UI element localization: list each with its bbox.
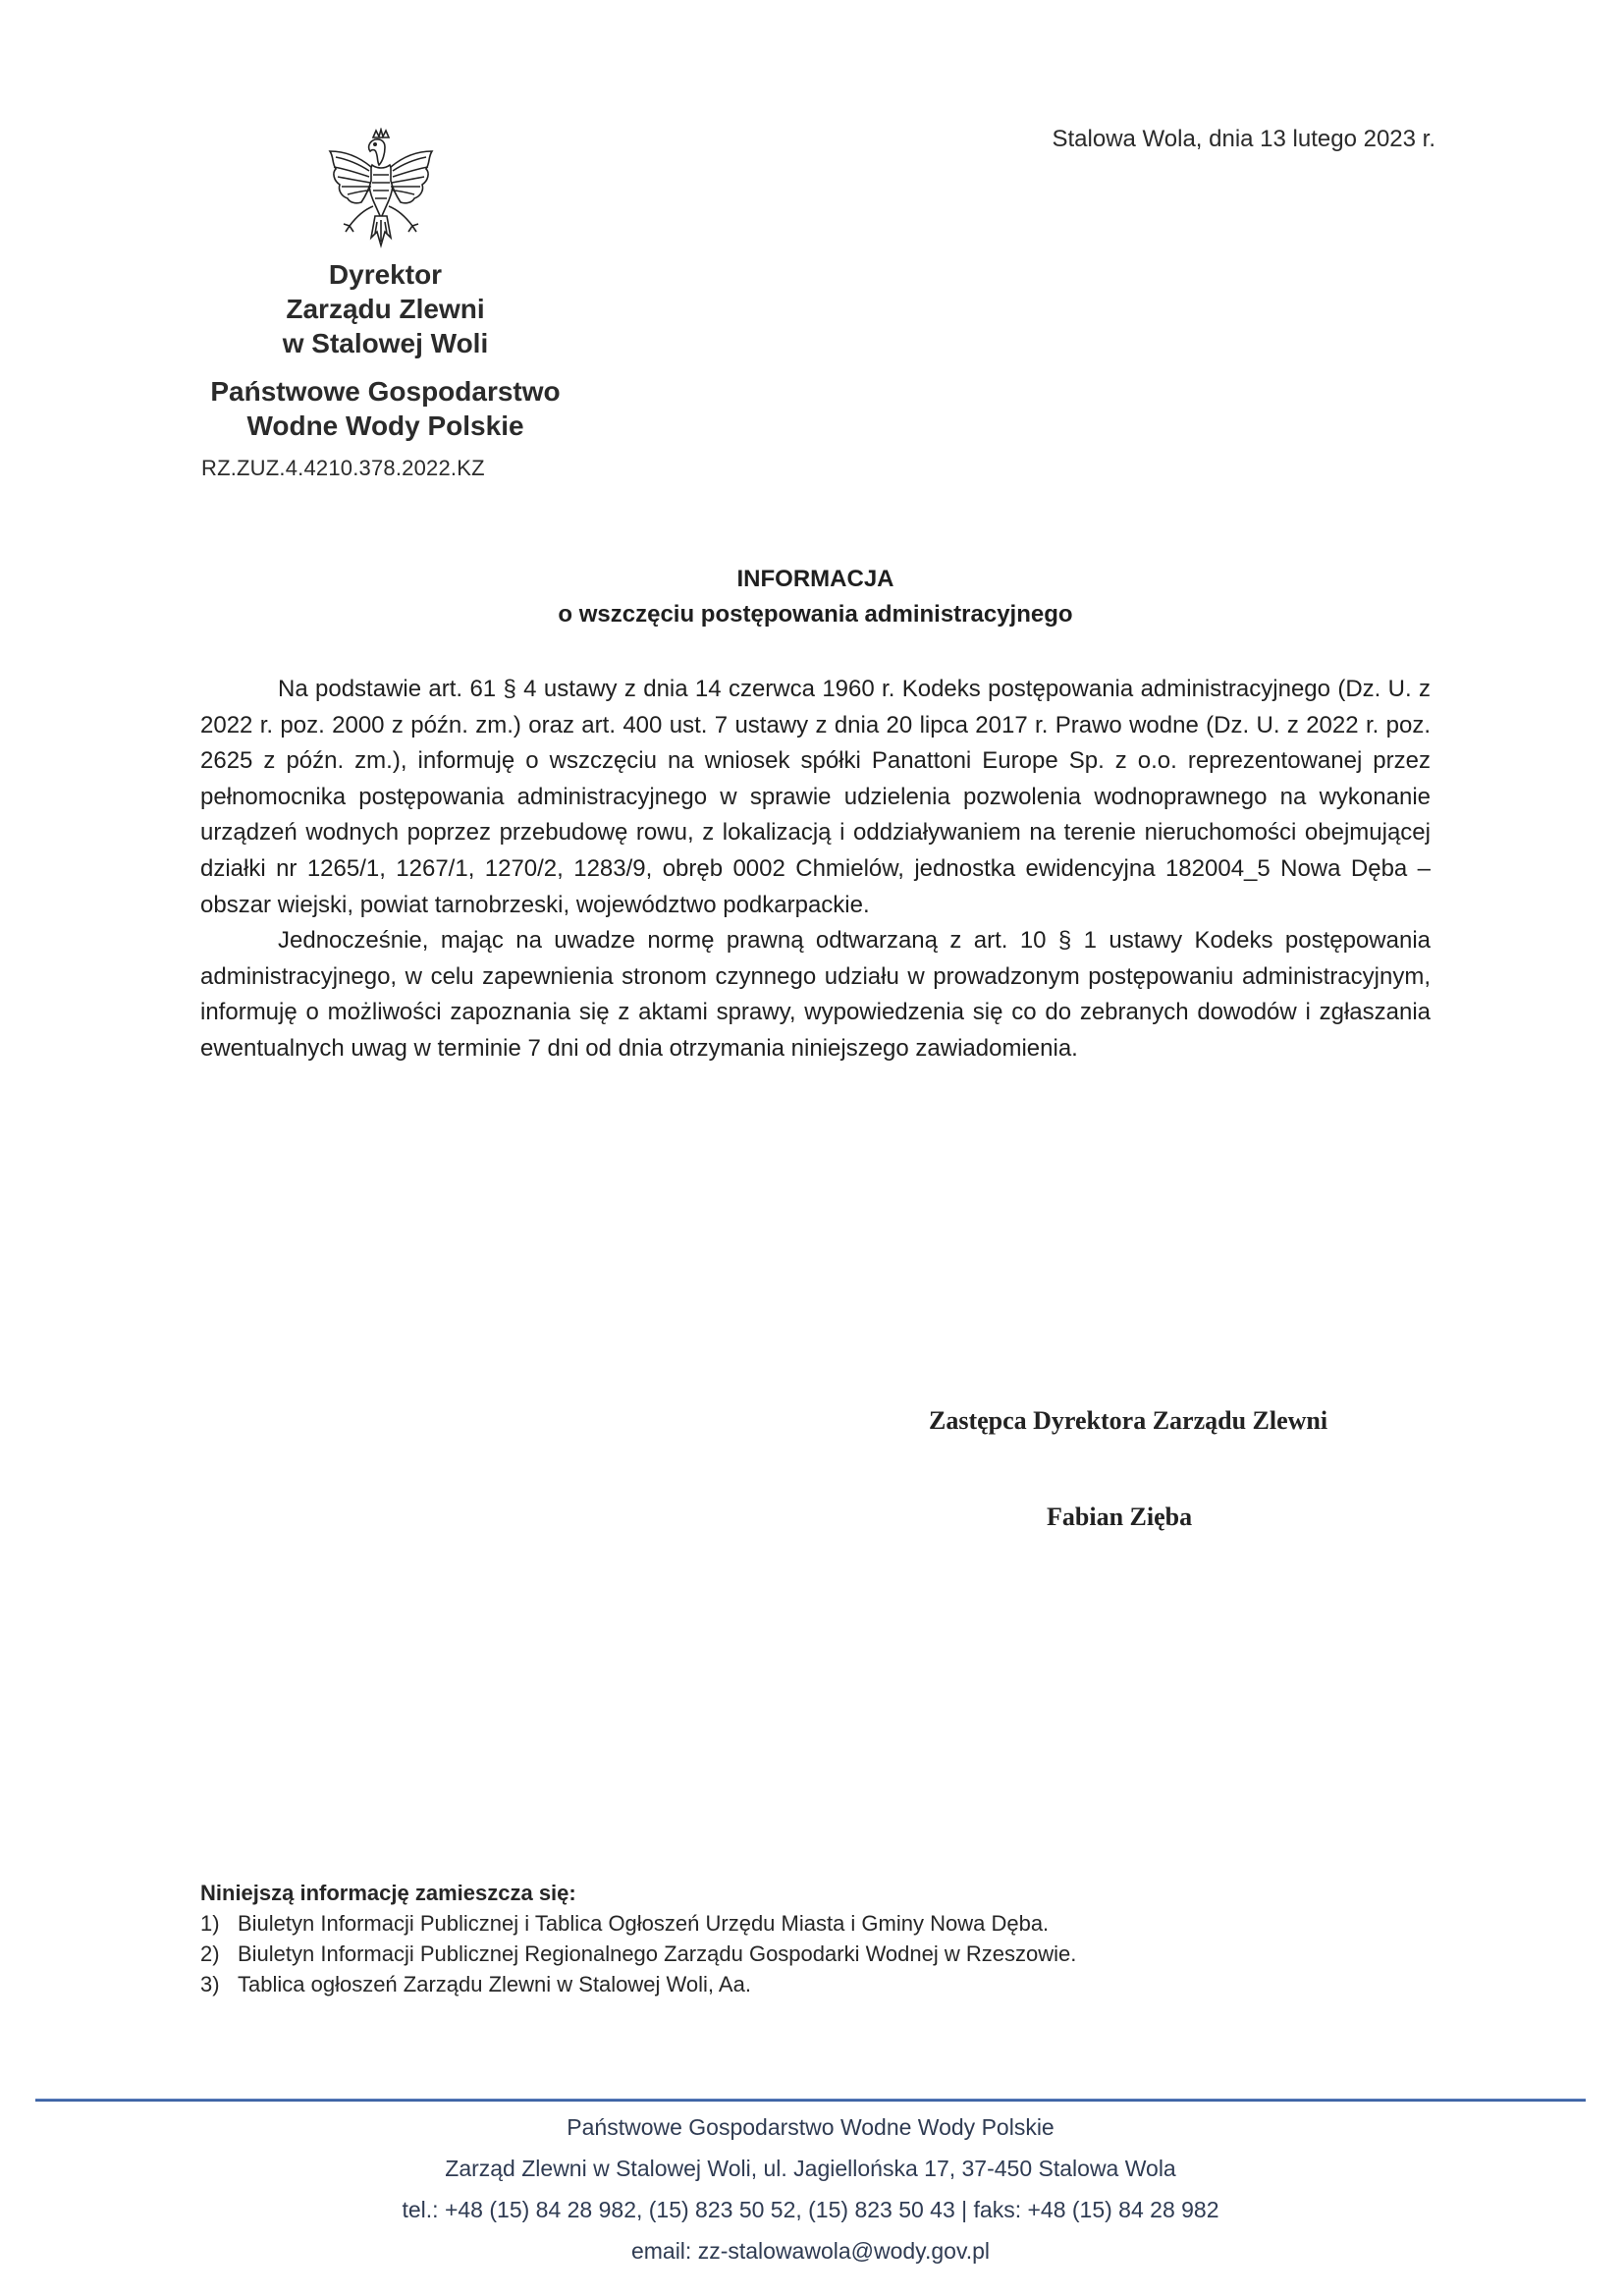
issuer-line: Dyrektor — [328, 259, 443, 290]
distribution-item — [200, 1939, 1428, 1969]
footer-divider — [35, 2099, 1586, 2102]
footer — [35, 2106, 1586, 2271]
footer-address: Zarząd Zlewni w Stalowej Woli, ul. Jagiellońska 17, 37-450 Stalowa Wola — [445, 2156, 1176, 2181]
title-main: INFORMACJA — [736, 566, 894, 592]
footer-phone-fax: tel.: +48 (15) 84 28 982, (15) 823 50 52, (15) 823 50 43 | faks: +48 (15) 84 28 982 — [402, 2197, 1219, 2222]
document-body — [200, 672, 1431, 1067]
signature-role: Zastępca Dyrektora Zarządu Zlewni — [929, 1406, 1328, 1435]
organization-line: Państwowe Gospodarstwo — [210, 376, 561, 407]
title-subtitle: o wszczęciu postępowania administracyjnego — [558, 601, 1073, 628]
document-title — [200, 562, 1431, 632]
distribution-list — [200, 1878, 1428, 1999]
footer-email: email: zz-stalowawola@wody.gov.pl — [630, 2238, 991, 2264]
item-text: Tablica ogłoszeń Zarządu Zlewni w Stalowej Woli, Aa. — [238, 1972, 751, 1996]
reference-number: RZ.ZUZ.4.4210.378.2022.KZ — [201, 456, 485, 480]
organization-line: Wodne Wody Polskie — [246, 410, 524, 441]
footer-organization: Państwowe Gospodarstwo Wodne Wody Polskie — [567, 2114, 1055, 2140]
distribution-item — [200, 1969, 1428, 1999]
body-paragraph: Na podstawie art. 61 § 4 ustawy z dnia 14 czerwca 1960 r. Kodeks postępowania administracyjnego (Dz. U. z 2022 r. poz. 2000 z późn. zm.) oraz art. 400 ust. 7 ustawy z dnia 20 lipca 2017 r. Prawo wodne (Dz. U. z 2022 r. poz. 2625 z późn. zm.), informuję o wszczęciu na wniosek spółki Panattoni Europe Sp. z o.o. reprezentowanej przez pełnomocnika postępowania administracyjnego w sprawie udzielenia pozwolenia wodnoprawnego na wykonanie urządzeń wodnych poprzez przebudowę rowu, z lokalizacją i oddziaływaniem na terenie nieruchomości obejmującej działki nr 1265/1, 1267/1, 1270/2, 1283/9, obręb 0002 Chmielów, jednostka ewidencyjna 182004_5 Nowa Dęba – obszar wiejski, powiat tarnobrzeski, województwo podkarpackie. — [200, 676, 1431, 918]
item-number: 3) — [200, 1972, 220, 1996]
issuer-line: w Stalowej Woli — [282, 328, 489, 358]
body-paragraph: Jednocześnie, mając na uwadze normę prawną odtwarzaną z art. 10 § 1 ustawy Kodeks postępowania administracyjnego, w celu zapewnienia stronom czynnego udziału w prowadzonym postępowaniu administracyjnym, informuję o możliwości zapoznania się z aktami sprawy, wypowiedzenia się co do zebranych dowodów i zgłaszania ewentualnych uwag w terminie 7 dni od dnia otrzymania niniejszego zawiadomienia. — [200, 927, 1431, 1062]
item-number: 2) — [200, 1941, 220, 1966]
issuer-block — [187, 257, 584, 443]
issuer-line: Zarządu Zlewni — [286, 294, 485, 324]
item-text: Biuletyn Informacji Publicznej i Tablica Ogłoszeń Urzędu Miasta i Gminy Nowa Dęba. — [238, 1911, 1050, 1936]
signature-name: Fabian Zięba — [1047, 1503, 1193, 1531]
distribution-heading: Niniejszą informację zamieszcza się: — [200, 1881, 576, 1905]
polish-eagle-emblem-icon — [316, 128, 446, 257]
item-text: Biuletyn Informacji Publicznej Regionalnego Zarządu Gospodarki Wodnej w Rzeszowie. — [238, 1941, 1077, 1966]
item-number: 1) — [200, 1911, 220, 1936]
distribution-item — [200, 1908, 1428, 1939]
place-and-date: Stalowa Wola, dnia 13 lutego 2023 r. — [1052, 126, 1435, 152]
